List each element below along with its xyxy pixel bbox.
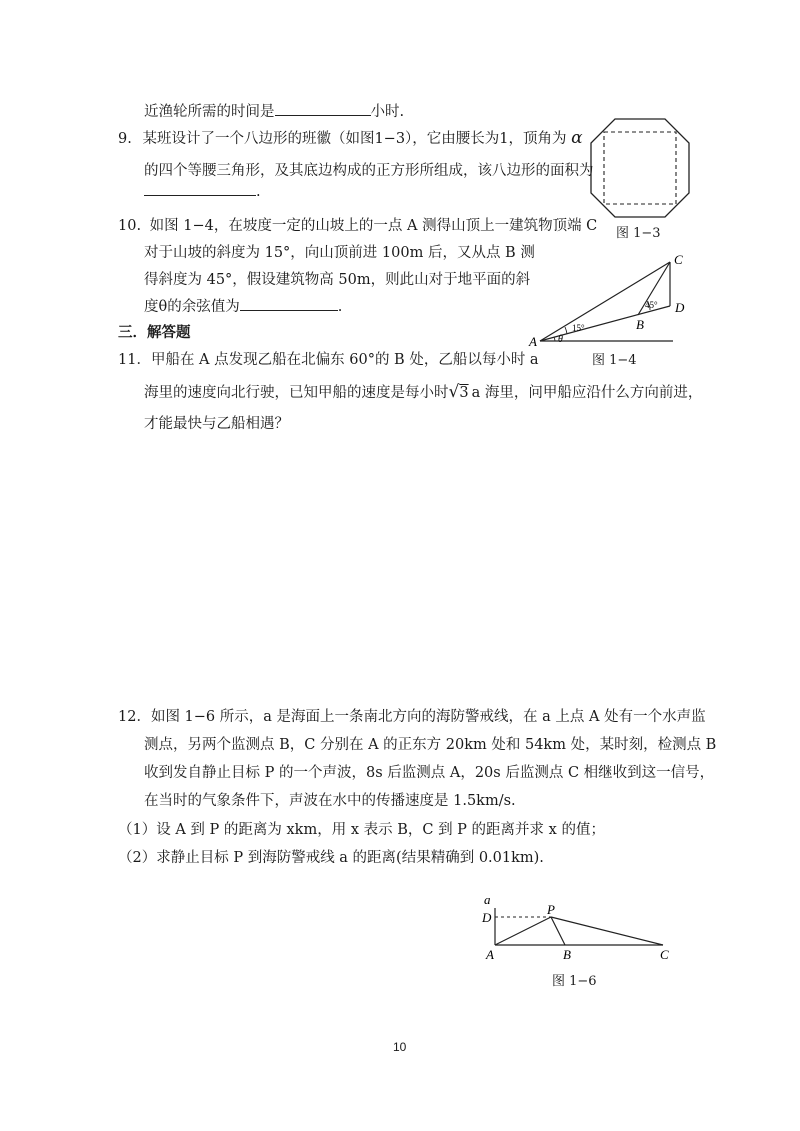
q9-answer-blank <box>144 181 256 196</box>
q10-line4 <box>144 295 342 316</box>
q9-alpha: α <box>571 128 583 148</box>
fig13-caption: 图 1−3 <box>616 226 661 241</box>
label-A: A <box>529 334 537 349</box>
label-P: P <box>547 902 555 917</box>
q10-number: 10. <box>118 218 142 234</box>
fig14-caption: 图 1−4 <box>592 353 637 368</box>
label-C: C <box>660 947 669 962</box>
q12-text-1: 如图 1−6 所示，a 是海面上一条南北方向的海防警戒线，在 a 上点 A 处有一个水声监 <box>150 709 706 725</box>
q10-text-4: 度θ的余弦值为 <box>144 299 240 315</box>
q12-line4: 在当时的气象条件下，声波在水中的传播速度是 1.5km/s. <box>144 793 516 809</box>
label-15deg: 15° <box>572 323 585 333</box>
q9-line2: 的四个等腰三角形，及其底边构成的正方形所组成，该八边形的面积为 <box>144 163 594 179</box>
q11-line3: 才能最快与乙船相遇？ <box>144 416 289 432</box>
q11-line2 <box>144 381 702 402</box>
line-AP <box>495 917 551 945</box>
sqrt-symbol: √ <box>448 382 460 402</box>
line-PB <box>551 917 565 945</box>
q9-line3 <box>144 181 261 200</box>
q12-line1 <box>118 705 706 726</box>
q11-text-1: 甲船在 A 点发现乙船在北偏东 60°的 B 处，乙船以每小时 a <box>150 352 539 368</box>
line-PC <box>551 917 663 945</box>
q8-line <box>144 100 404 121</box>
q12-number: 12． <box>118 709 151 725</box>
label-C: C <box>674 252 683 267</box>
q9-text-1: 某班设计了一个八边形的班徽（如图1−3），它由腰长为1，顶角为 <box>142 131 567 147</box>
inner-square <box>604 132 676 204</box>
q10-line3: 得斜度为 45°，假设建筑物高 50m，则此山对于地平面的斜 <box>144 272 531 288</box>
page-number: 10 <box>393 1040 407 1054</box>
label-a: a <box>484 892 491 907</box>
label-45deg: 45° <box>645 300 658 310</box>
fig16-diagram <box>478 888 688 966</box>
q8-unit: 小时. <box>370 104 405 120</box>
label-B: B <box>563 947 571 962</box>
label-D: D <box>675 300 685 315</box>
q12-subquestion-2: （2）求静止目标 P 到海防警戒线 a 的距离(结果精确到 0.01km). <box>118 850 544 866</box>
q11-text-2b: a 海里，问甲船应沿什么方向前进， <box>471 385 703 401</box>
q11-text-2a: 海里的速度向北行驶，已知甲船的速度是每小时 <box>144 385 449 401</box>
q9-end: . <box>256 184 261 200</box>
fig13-octagon <box>585 113 695 223</box>
q10-end: . <box>337 299 343 315</box>
q12-line2: 测点，另两个监测点 B，C 分别在 A 的正东方 20km 处和 54km 处，某时刻，检测点 B <box>144 737 717 753</box>
q12-line3: 收到发自静止目标 P 的一个声波，8s 后监测点 A，20s 后监测点 C 相继收到这一信号， <box>144 765 715 781</box>
fig16-caption: 图 1−6 <box>552 974 597 989</box>
label-A: A <box>486 947 494 962</box>
label-D: D <box>482 910 492 925</box>
octagon-outline <box>591 119 689 217</box>
angle-15-arc <box>565 327 567 334</box>
q10-text-1: 如图 1−4，在坡度一定的山坡上的一点 A 测得山顶上一建筑物顶端 C <box>149 218 598 234</box>
q11-line1 <box>118 348 539 369</box>
q12-subquestion-1: （1）设 A 到 P 的距离为 xkm，用 x 表示 B，C 到 P 的距离并求 x 的值； <box>118 822 605 838</box>
label-B: B <box>636 317 644 332</box>
q11-number: 11． <box>118 352 151 368</box>
label-theta: θ <box>558 334 563 345</box>
fig14-slope-diagram <box>525 250 695 350</box>
q10-line1 <box>118 214 597 235</box>
q9-line1 <box>118 127 583 148</box>
q8-text: 近渔轮所需的时间是 <box>144 104 275 120</box>
q8-answer-blank <box>275 101 371 116</box>
q10-answer-blank <box>240 296 338 311</box>
section-title: 三．解答题 <box>118 324 191 341</box>
sqrt-value: 3 <box>459 385 469 401</box>
q10-line2: 对于山坡的斜度为 15°，向山顶前进 100m 后，又从点 B 测 <box>144 245 535 261</box>
q9-number: 9. <box>118 131 132 147</box>
